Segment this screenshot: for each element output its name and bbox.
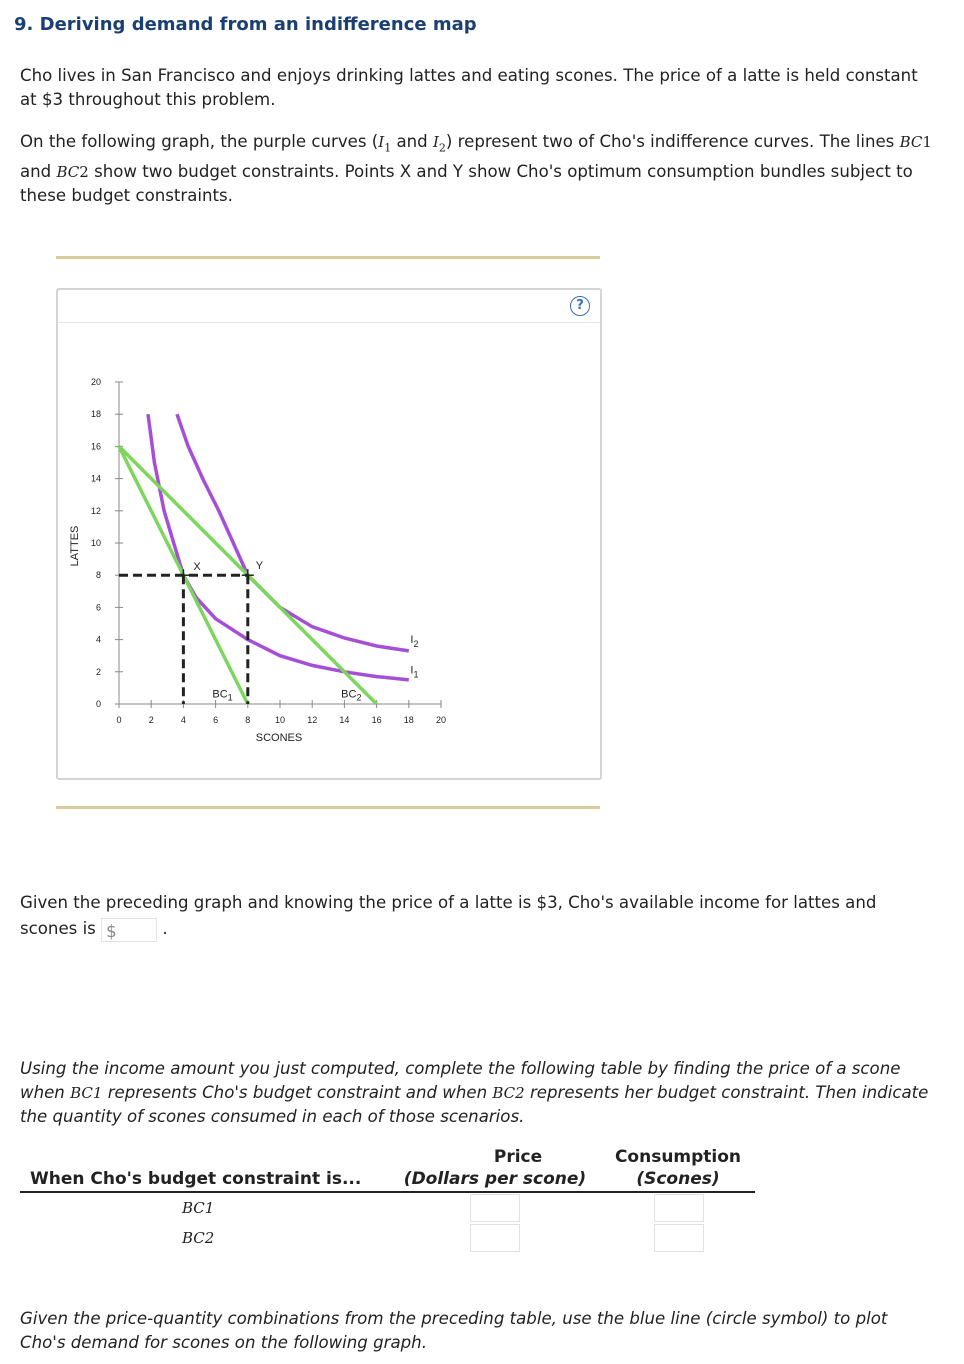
- y-tick-label: 20: [90, 377, 101, 387]
- x-tick-label: 8: [245, 715, 251, 725]
- indifference-chart: [58, 290, 600, 778]
- y-tick-label: 16: [90, 441, 101, 452]
- indifference-graph-panel: [56, 288, 602, 780]
- x-tick-label: 12: [307, 715, 318, 725]
- x-tick-label: 20: [435, 715, 447, 725]
- income-question: Given the preceding graph and knowing the price of a latte is $3, Cho's available income for lattes and scones is $ .: [20, 893, 877, 941]
- y-tick-label: 12: [90, 505, 101, 516]
- currency-symbol: $: [106, 921, 117, 941]
- price-bc1-input[interactable]: [470, 1194, 520, 1222]
- price-bc2-input[interactable]: [470, 1224, 520, 1252]
- table-header-rule: [20, 1191, 755, 1193]
- income-input[interactable]: [101, 918, 157, 942]
- y-tick-label: 6: [95, 602, 101, 613]
- x-axis-label: SCONES: [255, 732, 303, 744]
- x-tick-label: 18: [403, 715, 414, 725]
- y-tick-label: 10: [90, 538, 101, 548]
- x-tick-label: 0: [116, 715, 122, 725]
- table-instructions: Using the income amount you just computed, complete the following table by finding the price of a scone when BC1 represents Cho's budget constraint and when BC2 represents her budget constraint. Then indicate the quantity of scones consumed in each of those scenarios.: [20, 1059, 929, 1126]
- price-header: Price: [493, 1147, 543, 1167]
- x-tick-label: 2: [148, 715, 154, 725]
- y-tick-label: 18: [90, 409, 101, 420]
- help-icon[interactable]: ?: [570, 296, 590, 316]
- point-x-label: X: [193, 561, 201, 574]
- price-subheader: (Dollars per scone): [403, 1169, 587, 1189]
- point-y-label: Y: [255, 560, 264, 573]
- x-tick-label: 10: [274, 715, 286, 725]
- constraint-header: When Cho's budget constraint is...: [30, 1169, 362, 1189]
- intro-text: Cho lives in San Francisco and enjoys drinking lattes and eating scones. The price of a latte is held constant at $3 throughout this problem.: [20, 66, 918, 109]
- y-tick-label: 4: [95, 634, 101, 645]
- y-tick-label: 2: [95, 666, 101, 677]
- y-tick-label: 8: [95, 570, 101, 581]
- x-tick-label: 16: [371, 715, 382, 725]
- question-title: 9. Deriving demand from an indifference map: [14, 14, 477, 35]
- consumption-subheader: (Scones): [636, 1169, 720, 1189]
- row-bc1-label: BC1: [182, 1199, 215, 1217]
- consumption-bc2-input[interactable]: [654, 1224, 704, 1252]
- consumption-header: Consumption: [614, 1147, 742, 1167]
- x-tick-label: 4: [180, 715, 186, 725]
- x-tick-label: 6: [213, 715, 219, 725]
- indifference-curve-i1: [148, 414, 409, 680]
- bottom-divider: [56, 806, 600, 809]
- bc1-label: $BC_1$: [212, 688, 233, 703]
- demand-plot-instructions: Given the price-quantity combinations from the preceding table, use the blue line (circle symbol) to plot Cho's demand for scones on the following graph.: [20, 1309, 888, 1352]
- i1-label: $I_1$: [410, 664, 419, 680]
- top-divider: [56, 256, 600, 259]
- y-tick-label: 0: [95, 699, 101, 709]
- x-tick-label: 14: [339, 715, 350, 725]
- i2-label: $I_2$: [410, 633, 419, 649]
- y-tick-label: 14: [90, 473, 101, 484]
- bc2-label: $BC_2$: [341, 688, 362, 703]
- consumption-bc1-input[interactable]: [654, 1194, 704, 1222]
- y-axis-label: LATTES: [69, 525, 81, 567]
- graph-description: On the following graph, the purple curves ($I_1$ and $I_2$) represent two of Cho's indifference curves. The lines BC1 and BC2 show two budget constraints. Points X and Y show Cho's optimum consumption bundles subject to these budget constraints.: [20, 132, 932, 206]
- row-bc2-label: BC2: [182, 1229, 215, 1247]
